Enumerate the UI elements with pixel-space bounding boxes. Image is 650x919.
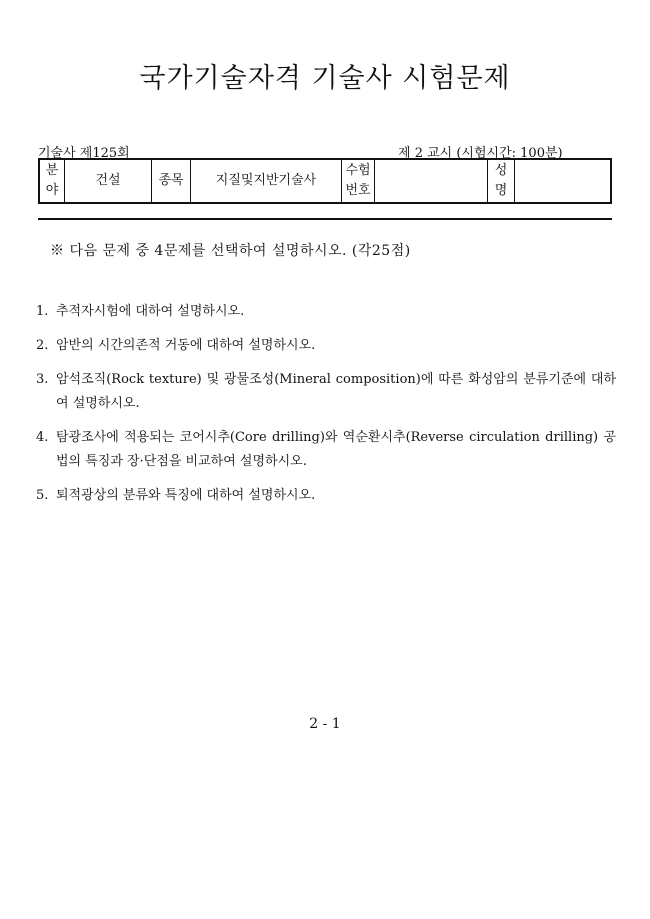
question-item (36, 484, 616, 508)
divider (38, 218, 612, 220)
question-text: 추적자시험에 대하여 설명하시오. (56, 304, 245, 319)
question-text: 암반의 시간의존적 거동에 대하여 설명하시오. (56, 338, 316, 353)
name-field[interactable] (515, 159, 612, 203)
question-text: 탐광조사에 적용되는 코어시추(Core drilling)와 역순환시추(Reverse circulation drilling) 공법의 특징과 장·단점을 비교하여 설명하시오. (56, 430, 616, 469)
item-label: 종목 (152, 159, 191, 203)
field-value: 건설 (65, 159, 152, 203)
name-label: 성 명 (488, 159, 515, 203)
question-text: 퇴적광상의 분류와 특징에 대하여 설명하시오. (56, 488, 316, 503)
question-number: 1. (36, 304, 49, 319)
question-number: 3. (36, 372, 49, 387)
question-item (36, 426, 616, 474)
exam-number-label: 수험 번호 (342, 159, 375, 203)
exam-number-field[interactable] (375, 159, 488, 203)
page-title: 국가기술자격 기술사 시험문제 (139, 63, 511, 94)
question-item (36, 300, 616, 324)
field-label: 분 야 (39, 159, 65, 203)
exam-info-table (38, 158, 612, 204)
question-text: 암석조직(Rock texture) 및 광물조성(Mineral composition)에 따른 화성암의 분류기준에 대하여 설명하시오. (56, 372, 616, 411)
instruction: ※ 다음 문제 중 4문제를 선택하여 설명하시오. (각25점) (50, 243, 411, 259)
question-list (36, 300, 616, 518)
question-item (36, 368, 616, 416)
item-value: 지질및지반기술사 (191, 159, 342, 203)
question-number: 2. (36, 338, 49, 353)
question-number: 5. (36, 488, 49, 503)
question-number: 4. (36, 430, 49, 445)
exam-round: 기술사 제125회 (38, 146, 130, 161)
question-item (36, 334, 616, 358)
exam-session-time: 제 2 교시 (시험시간: 100분) (398, 146, 563, 161)
page-number: 2 - 1 (309, 716, 341, 732)
